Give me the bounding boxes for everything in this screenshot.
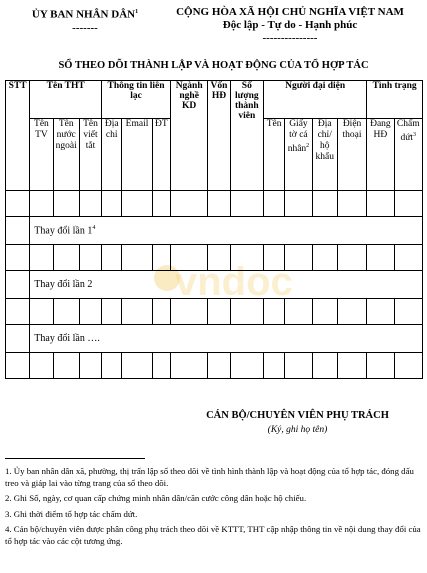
col-ten-nuoc-ngoai: Tên nước ngoài [53,119,79,191]
document-title: SỔ THEO DÕI THÀNH LẬP VÀ HOẠT ĐỘNG CỦA TỔ HỢP TÁC [58,60,369,71]
table-row [6,245,423,271]
footnotes [5,466,423,551]
issuer-divider: ------- [72,21,98,34]
motto-divider: --------------- [262,32,318,44]
cham-dut-label: Chấm dứt [396,119,420,144]
motto: Độc lập - Tự do - Hạnh phúc [222,19,358,31]
col-nguoi-dai-dien: Người đại diện [264,81,367,119]
col-ten-tv: Tên TV [30,119,53,191]
change-text-1: Thay đổi lần 1 [34,225,93,237]
change-label-3: Thay đổi lần …. [30,325,423,353]
change-row [6,217,423,245]
change-row [6,325,423,353]
col-giay-to [285,119,312,191]
change-label-2: Thay đổi lần 2 [30,271,423,299]
col-ten: Tên [264,119,285,191]
issuer-name: ỦY BAN NHÂN DÂN [31,8,136,21]
country-name: CỘNG HÒA XÃ HỘI CHỦ NGHĨA VIỆT NAM [176,6,404,18]
col-dia-chi-ho-khau: Địa chỉ/ hộ khẩu [312,119,337,191]
footnote-2: 2. Ghi Số, ngày, cơ quan cấp chứng minh nhân dân/căn cước công dân hoặc hộ chiếu. [5,493,307,503]
footnote-1: 1. Ủy ban nhân dân xã, phường, thị trấn lập sổ theo dõi về tình hình thành lập và hoạt động của tổ hợp tác, đóng dấu treo và giáp lai vào từng trang của sổ theo dõi. [5,466,414,488]
col-dien-thoai: Điện thoại [337,119,366,191]
col-dia-chi: Địa chỉ [102,119,122,191]
change-footnote-ref: 4 [92,224,96,231]
signature-title: CÁN BỘ/CHUYÊN VIÊN PHỤ TRÁCH [206,410,389,421]
col-dang-hd: Đang HĐ [367,119,394,191]
col-nganh-nghe: Ngành nghề KD [170,81,207,191]
change-label-1 [30,217,423,245]
signature-subtitle: (Ký, ghi họ tên) [267,425,328,435]
table-row [6,353,423,379]
col-cham-dut [394,119,422,191]
change-row [6,271,423,299]
giay-to-label: Giấy tờ cá nhân [287,119,308,155]
footnote-divider [5,458,145,459]
issuer-block [10,6,160,35]
watermark-text: vndoc [175,260,293,304]
col-von: Vốn HĐ [208,81,230,191]
col-thong-tin: Thông tin liên lạc [102,81,171,119]
footnote-3: 3. Ghi thời điểm tổ hợp tác chấm dứt. [5,508,138,519]
footnote-4: 4. Cán bộ/chuyên viên được phân công phụ trách theo dõi về KTTT, THT cập nhập thông tin về nội dung thay đổi của tổ hợp tác vào các cột tương ứng. [5,524,421,546]
issuer-footnote-ref: 1 [135,9,139,15]
national-motto-block [160,6,420,45]
header-row-1 [6,81,423,119]
cham-dut-footnote-ref: 3 [413,132,417,138]
col-dt: ĐT [152,119,170,191]
col-email: Email [122,119,152,191]
register-table [5,80,423,379]
col-so-luong: Số lượng thành viên [230,81,263,191]
col-stt: STT [6,81,30,191]
table-row [6,299,423,325]
col-ten-viet-tat: Tên viết tắt [79,119,101,191]
col-ten-tht: Tên THT [30,81,102,119]
table-row [6,191,423,217]
giay-to-footnote-ref: 2 [306,143,310,149]
col-tinh-trang: Tình trạng [367,81,423,119]
